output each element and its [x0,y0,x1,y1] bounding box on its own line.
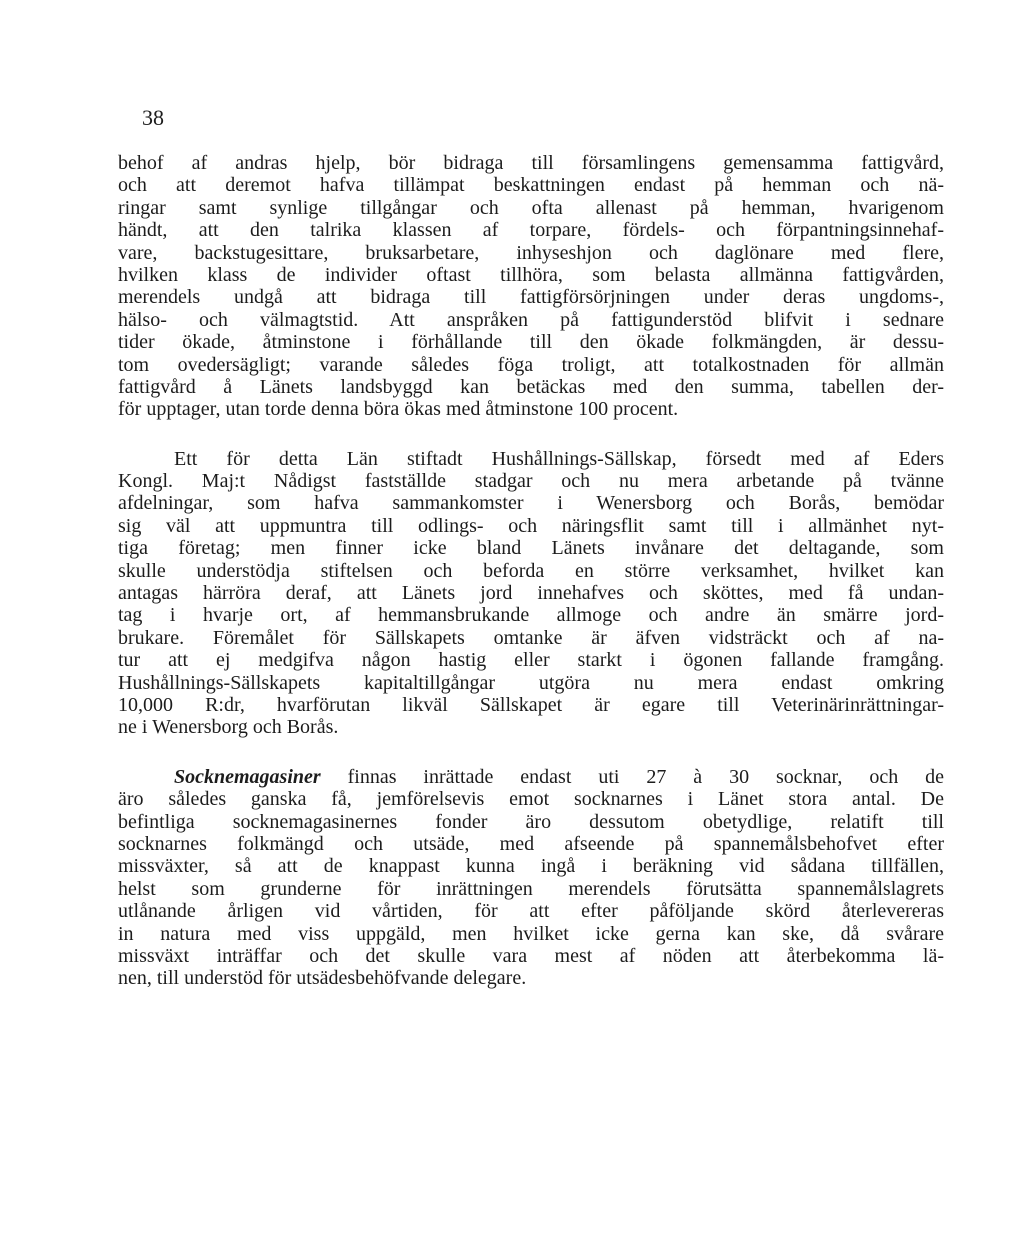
text-line: sig väl att uppmuntra till odlings- och näringsflit samt till i allmänhet nyt- [118,514,944,537]
text-line: afdelningar, som hafva sammankomster i Wenersborg och Borås, bemödar [118,492,944,515]
text-line: ringar samt synlige tillgångar och ofta allenast på hemman, hvarigenom [118,196,944,219]
text-line [118,766,944,788]
text-fragment: finnas inrättade endast uti 27 à 30 socknar, och de [320,765,944,788]
text-line: Ett för detta Län stiftadt Hushållnings-Sällskap, försedt med af Eders [174,447,944,470]
text-line: nen, till understöd för utsädesbehöfvande delegare. [118,967,527,990]
text-line: socknarnes folkmängd och utsäde, med afseende på spannemålsbehofvet efter [118,832,944,855]
paragraph-poor-relief [118,152,944,421]
text-line: 10,000 R:dr, hvarförutan likväl Sällskapet är egare till Veterinärinrättningar- [118,693,944,716]
text-line: merendels undgå att bidraga till fattigförsörjningen under deras ungdoms-, [118,286,944,309]
text-line: antagas härröra deraf, att Länets jord innehafves och sköttes, med få undan- [118,582,944,605]
section-heading: Socknemagasiner [174,765,321,788]
paragraph-gap [118,739,944,766]
text-line: missväxt inträffar och det skulle vara mest af nöden att återbekomma lä- [118,944,944,967]
text-line: Kongl. Maj:t Nådigst fastställde stadgar och nu mera arbetande på tvänne [118,470,944,493]
text-line: vare, backstugesittare, bruksarbetare, inhyseshjon och daglönare med flere, [118,241,944,264]
text-line: tider ökade, åtminstone i förhållande till den ökade folkmängden, är dessu- [118,331,944,354]
text-line: tur att ej medgifva någon hastig eller starkt i ögonen fallande framgång. [118,649,944,672]
text-line: missväxter, så att de knappast kunna ingå i beräkning vid sådana tillfällen, [118,855,944,878]
paragraph-agricultural-society [118,448,944,739]
text-line: händt, att den talrika klassen af torpare, fördels- och förpantningsinnehaf- [118,219,944,242]
text-line: helst som grunderne för inrättningen merendels förutsätta spannemålslagrets [118,877,944,900]
text-line: för upptager, utan torde denna böra ökas med åtminstone 100 procent. [118,398,679,421]
text-line: tiga företag; men finner icke bland Länets invånare det deltagande, som [118,537,944,560]
text-line: skulle understödja stiftelsen och beforda en större verksamhet, hvilket kan [118,559,944,582]
page-number: 38 [142,105,164,130]
paragraph-gap [118,421,944,448]
text-line: in natura med viss uppgäld, men hvilket icke gerna kan ske, då svårare [118,922,944,945]
text-line: Hushållnings-Sällskapets kapitaltillgångar utgöra nu mera endast omkring [118,671,944,694]
text-line: ne i Wenersborg och Borås. [118,716,339,739]
text-line: äro således ganska få, jemförelsevis emot socknarnes i Länet stora antal. De [118,788,944,811]
text-line: utlånande årligen vid vårtiden, för att efter påföljande skörd återlevereras [118,900,944,923]
text-line: hvilken klass de individer oftast tillhöra, som belasta allmänna fattigvården, [118,263,944,286]
text-line: tom ovedersägligt; varande således föga troligt, att totalkostnaden för allmän [118,353,944,376]
paragraph-parish-granaries [118,766,944,990]
body-text [118,152,944,990]
text-line: befintliga socknemagasinernes fonder äro dessutom obetydlige, relatift till [118,810,944,833]
text-line: brukare. Föremålet för Sällskapets omtanke är äfven vidsträckt och af na- [118,626,944,649]
text-line: behof af andras hjelp, bör bidraga till församlingens gemensamma fattigvård, [118,152,944,174]
text-line: tag i hvarje ort, af hemmansbrukande allmoge och andre än smärre jord- [118,604,944,627]
text-line: och att deremot hafva tillämpat beskattningen endast på hemman och nä- [118,174,944,197]
text-line: fattigvård å Länets landsbyggd kan betäckas med den summa, tabellen der- [118,375,944,398]
text-line: hälso- och välmagtstid. Att anspråken på fattigunderstöd blifvit i sednare [118,308,944,331]
